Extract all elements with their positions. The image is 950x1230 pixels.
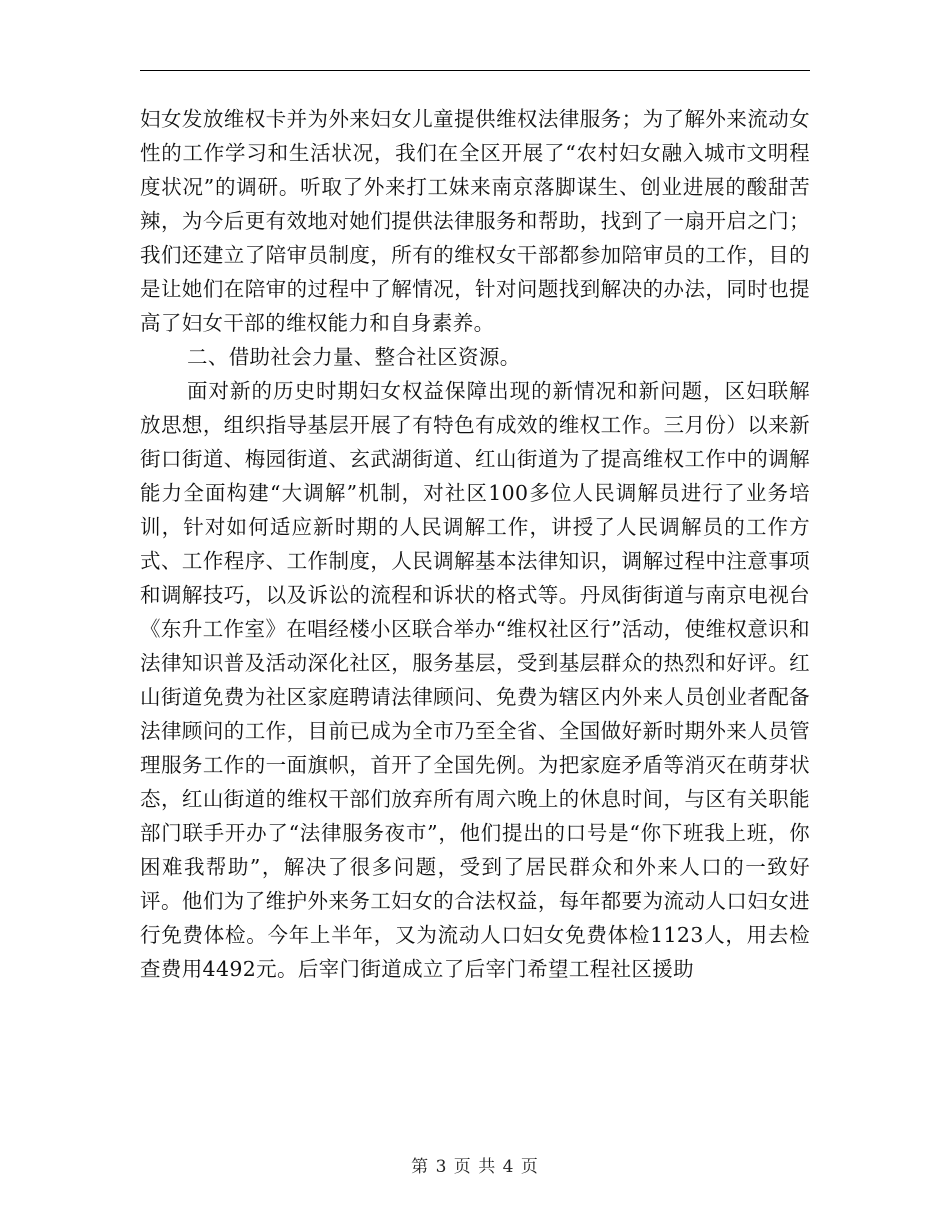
document-body [140, 102, 810, 986]
page-number: 第 3 页 共 4 页 [411, 1157, 539, 1177]
body-paragraph-2: 面对新的历史时期妇女权益保障出现的新情况和新问题，区妇联解放思想，组织指导基层开展了有特色有成效的维权工作。三月份）以来新街口街道、梅园街道、玄武湖街道、红山街道为了提高维权工作中的调解能力全面构建“大调解”机制，对社区100多位人民调解员进行了业务培训，针对如何适应新时期的人民调解工作，讲授了人民调解员的工作方式、工作程序、工作制度，人民调解基本法律知识，调解过程中注意事项和调解技巧，以及诉讼的流程和诉状的格式等。丹凤街街道与南京电视台《东升工作室》在唱经楼小区联合举办“维权社区行”活动，使维权意识和法律知识普及活动深化社区，服务基层，受到基层群众的热烈和好评。红山街道免费为社区家庭聘请法律顾问、免费为辖区内外来人员创业者配备法律顾问的工作，目前已成为全市乃至全省、全国做好新时期外来人员管理服务工作的一面旗帜，首开了全国先例。为把家庭矛盾等消灭在萌芽状态，红山街道的维权干部们放弃所有周六晚上的休息时间，与区有关职能部门联手开办了“法律服务夜市”，他们提出的口号是“你下班我上班，你困难我帮助”，解决了很多问题，受到了居民群众和外来人口的一致好评。他们为了维护外来务工妇女的合法权益，每年都要为流动人口妇女进行免费体检。今年上半年，又为流动人口妇女免费体检1123人，用去检查费用4492元。后宰门街道成立了后宰门希望工程社区援助 [140, 379, 810, 981]
section-heading: 二、借助社会力量、整合社区资源。 [187, 345, 521, 369]
body-paragraph-1: 妇女发放维权卡并为外来妇女儿童提供维权法律服务；为了解外来流动女性的工作学习和生活状况，我们在全区开展了“农村妇女融入城市文明程度状况”的调研。听取了外来打工妹来南京落脚谋生、创业进展的酸甜苦辣，为今后更有效地对她们提供法律服务和帮助，找到了一扇开启之门；我们还建立了陪审员制度，所有的维权女干部都参加陪审员的工作，目的是让她们在陪审的过程中了解情况，针对问题找到解决的办法，同时也提高了妇女干部的维权能力和自身素养。 [140, 107, 810, 335]
header-rule [140, 70, 810, 71]
